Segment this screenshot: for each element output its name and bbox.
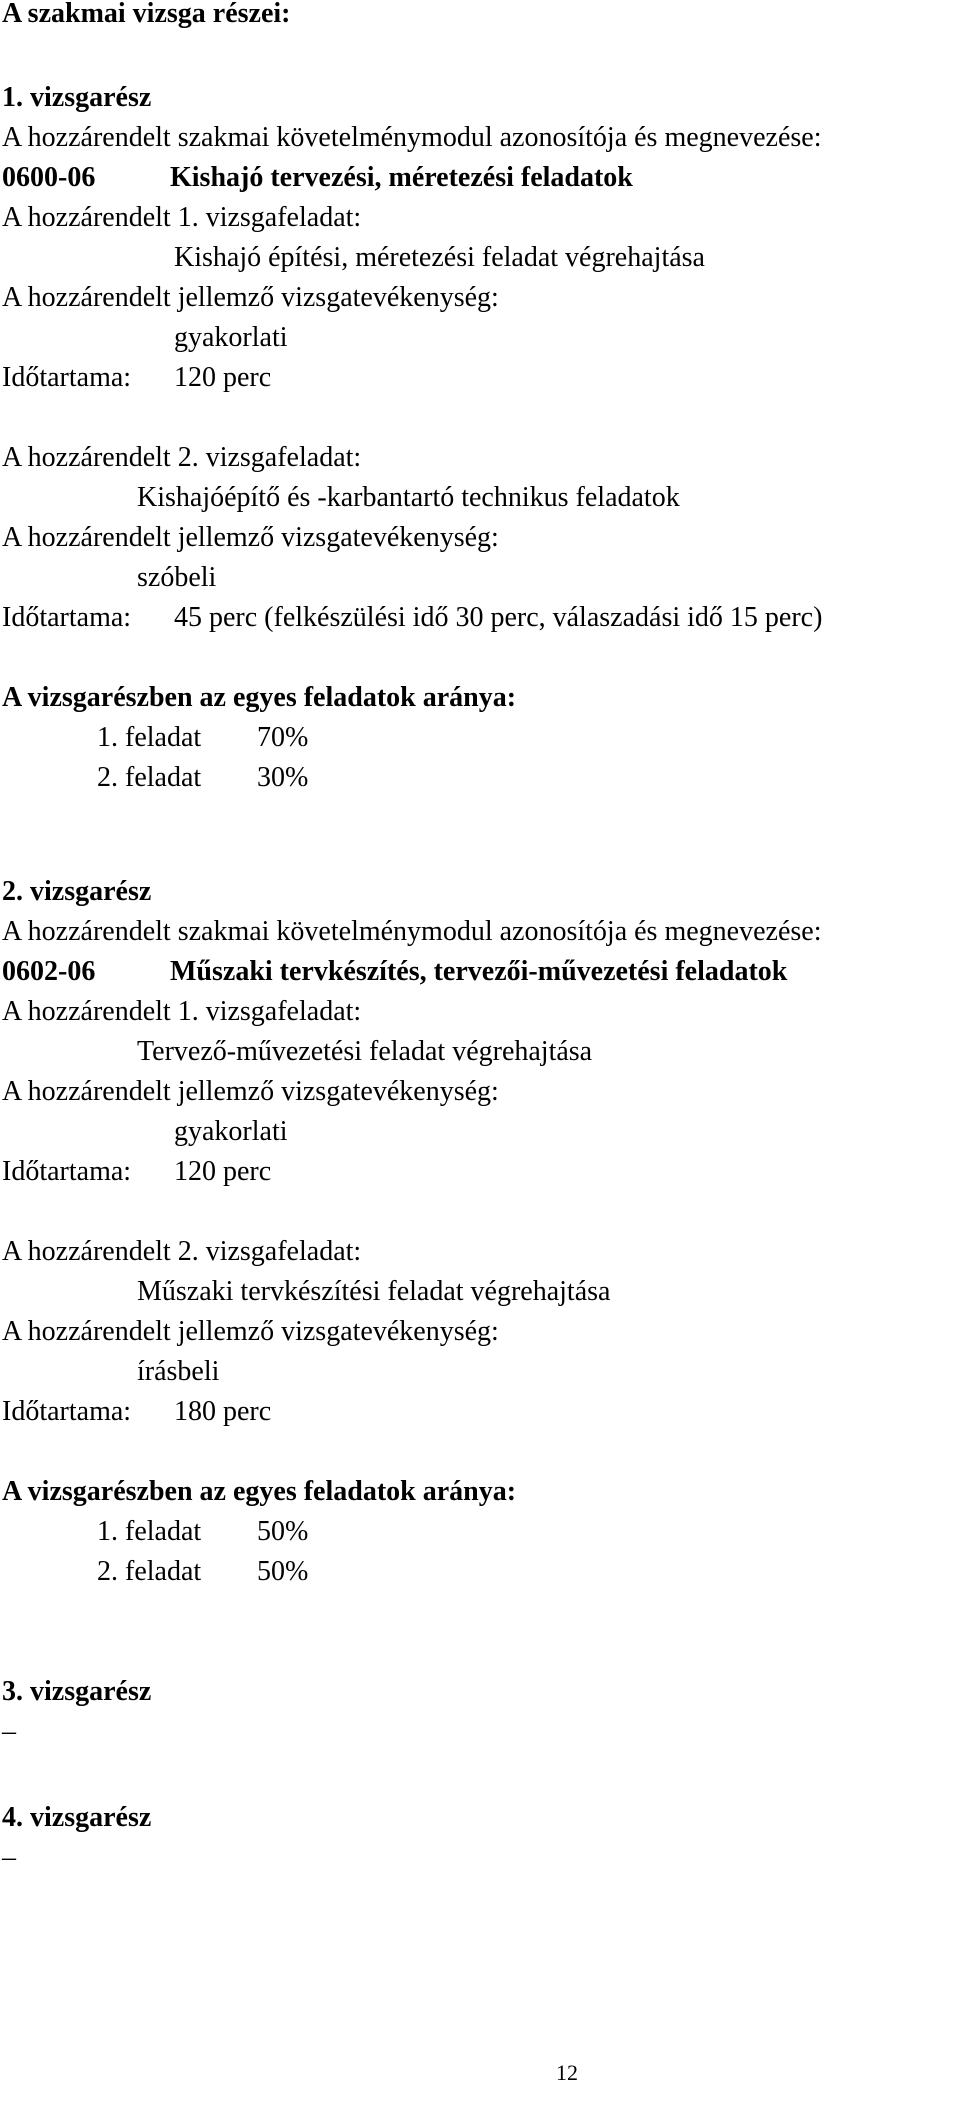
part-2-module xyxy=(2,952,787,992)
part-2-task-1-activity: gyakorlati xyxy=(174,1116,288,1147)
part-1-module xyxy=(2,158,633,198)
page-number: 12 xyxy=(556,2060,578,2085)
part-2-ratio-row xyxy=(97,1552,308,1592)
part-1-title: 1. vizsgarész xyxy=(2,82,152,113)
part-1-task-2-activity-label: A hozzárendelt jellemző vizsgatevékenység: xyxy=(2,522,499,553)
part-1-task-1-name: Kishajó építési, méretezési feladat végrehajtása xyxy=(174,242,705,273)
ratio-task-name: 2. feladat xyxy=(97,762,202,793)
part-2-ratio-row xyxy=(97,1512,308,1552)
ratio-task-name: 1. feladat xyxy=(97,722,202,753)
part-2-task-2-activity-label: A hozzárendelt jellemző vizsgatevékenység: xyxy=(2,1316,499,1347)
duration-value: 180 perc xyxy=(174,1396,272,1427)
ratio-task-name: 1. feladat xyxy=(97,1516,202,1547)
part-1-module-name: Kishajó tervezési, méretezési feladatok xyxy=(170,162,633,193)
part-2-task-1-duration xyxy=(2,1152,271,1192)
duration-label: Időtartama: xyxy=(2,1396,132,1427)
duration-value: 120 perc xyxy=(174,1156,272,1187)
part-1-task-1-duration xyxy=(2,358,271,398)
part-2-title: 2. vizsgarész xyxy=(2,876,152,907)
ratio-value: 50% xyxy=(257,1516,309,1547)
part-2-task-1-label: A hozzárendelt 1. vizsgafeladat: xyxy=(2,996,362,1027)
part-4-title: 4. vizsgarész xyxy=(2,1802,152,1833)
ratio-value: 30% xyxy=(257,762,309,793)
part-1-ratio-row xyxy=(97,758,308,798)
part-1-task-1-activity-label: A hozzárendelt jellemző vizsgatevékenység: xyxy=(2,282,499,313)
part-2-task-2-activity: írásbeli xyxy=(137,1356,220,1387)
part-1-task-2-activity: szóbeli xyxy=(137,562,217,593)
duration-label: Időtartama: xyxy=(2,1156,132,1187)
part-2-task-2-label: A hozzárendelt 2. vizsgafeladat: xyxy=(2,1236,362,1267)
part-2-task-1-activity-label: A hozzárendelt jellemző vizsgatevékenység: xyxy=(2,1076,499,1107)
part-1-task-2-name: Kishajóépítő és -karbantartó technikus feladatok xyxy=(137,482,680,513)
part-1-module-code: 0600-06 xyxy=(2,162,96,193)
part-2-task-2-name: Műszaki tervkészítési feladat végrehajtása xyxy=(137,1276,611,1307)
part-1-task-1-label: A hozzárendelt 1. vizsgafeladat: xyxy=(2,202,362,233)
part-2-ratio-title: A vizsgarészben az egyes feladatok aránya: xyxy=(2,1476,517,1507)
part-2-task-1-name: Tervező-művezetési feladat végrehajtása xyxy=(137,1036,593,1067)
ratio-value: 50% xyxy=(257,1556,309,1587)
part-1-ratio-row xyxy=(97,718,308,758)
part-1-task-2-label: A hozzárendelt 2. vizsgafeladat: xyxy=(2,442,362,473)
part-1-ratio-title: A vizsgarészben az egyes feladatok aránya: xyxy=(2,682,517,713)
part-2-module-label: A hozzárendelt szakmai követelménymodul azonosítója és megnevezése: xyxy=(2,916,822,947)
duration-value: 45 perc (felkészülési idő 30 perc, válaszadási idő 15 perc) xyxy=(174,602,823,633)
section-heading: A szakmai vizsga részei: xyxy=(2,0,291,29)
part-2-module-code: 0602-06 xyxy=(2,956,96,987)
duration-label: Időtartama: xyxy=(2,602,132,633)
ratio-value: 70% xyxy=(257,722,309,753)
part-1-module-label: A hozzárendelt szakmai követelménymodul azonosítója és megnevezése: xyxy=(2,122,822,153)
duration-label: Időtartama: xyxy=(2,362,132,393)
part-4-content: – xyxy=(2,1842,16,1873)
part-1-task-1-activity: gyakorlati xyxy=(174,322,288,353)
ratio-task-name: 2. feladat xyxy=(97,1556,202,1587)
part-3-content: – xyxy=(2,1716,16,1747)
part-2-task-2-duration xyxy=(2,1392,271,1432)
part-1-task-2-duration xyxy=(2,598,822,638)
duration-value: 120 perc xyxy=(174,362,272,393)
part-3-title: 3. vizsgarész xyxy=(2,1676,152,1707)
part-2-module-name: Műszaki tervkészítés, tervezői-művezetési feladatok xyxy=(170,956,788,987)
